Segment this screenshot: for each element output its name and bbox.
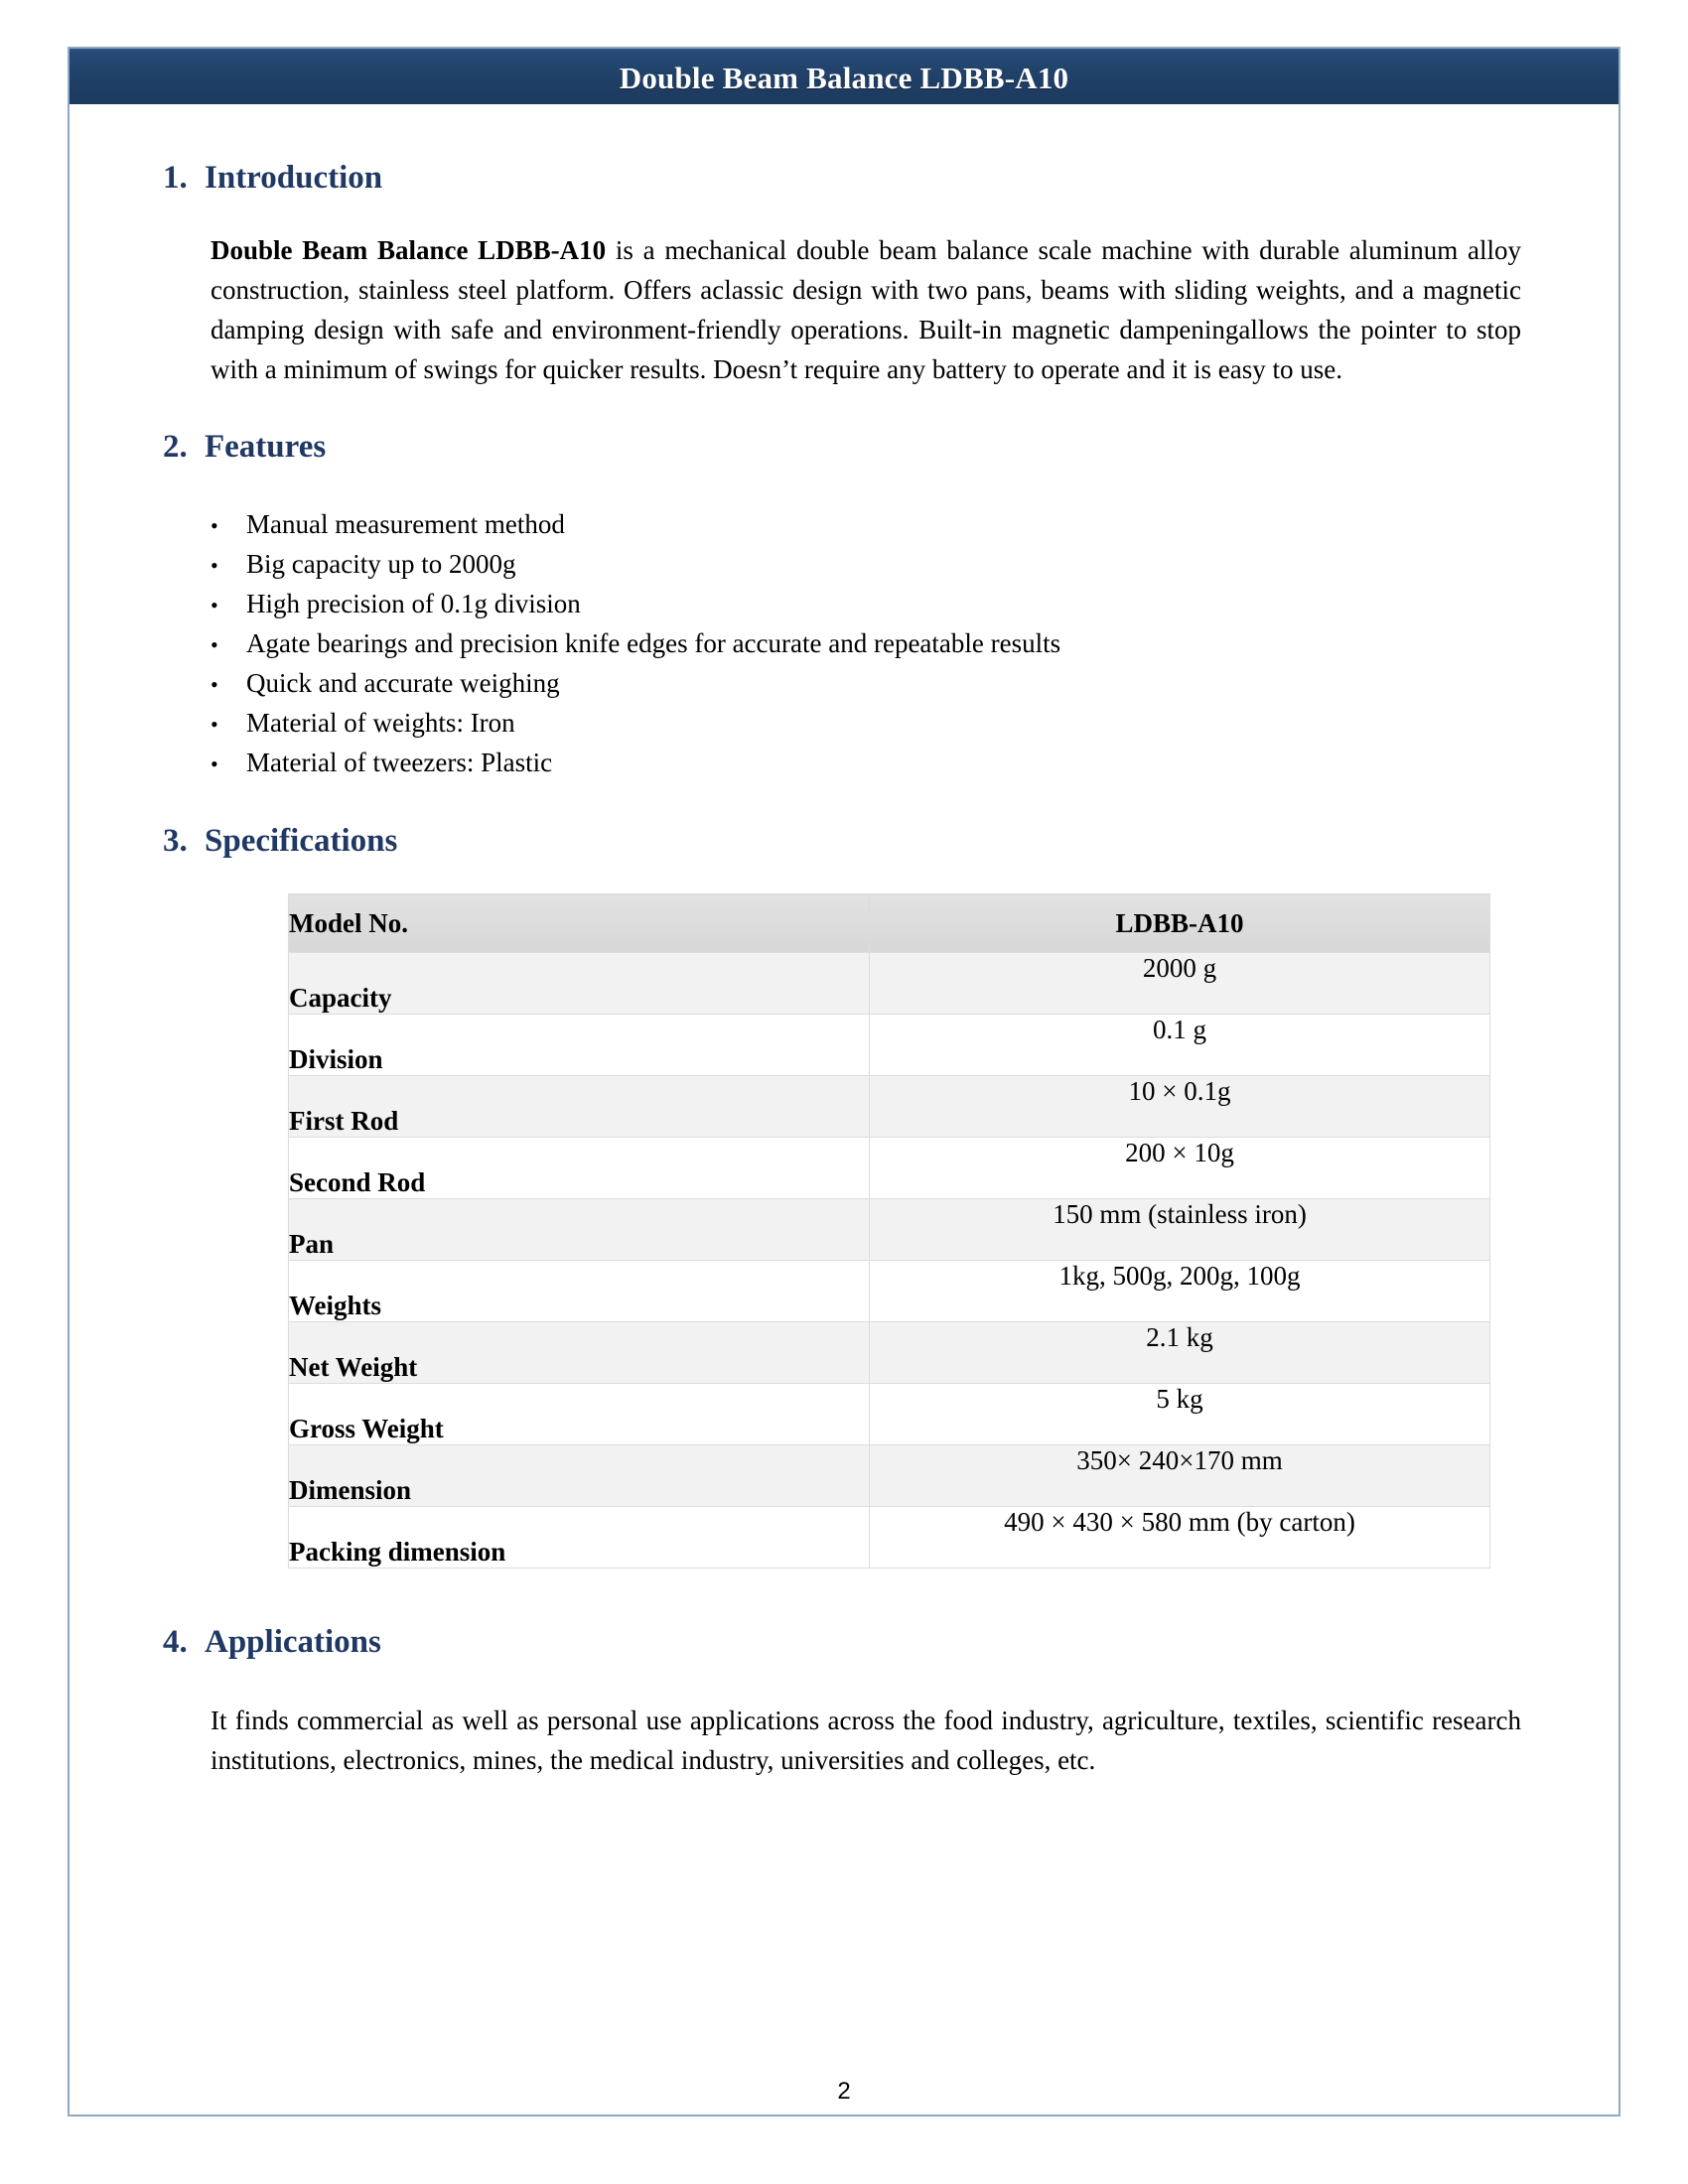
section-title: Specifications bbox=[205, 823, 398, 859]
bullet-icon: • bbox=[211, 632, 218, 657]
table-header-row bbox=[289, 894, 1490, 953]
applications-paragraph: It finds commercial as well as personal use applications across the food industry, agriculture, textiles, scientific research institutions, electronics, mines, the medical industry, universities and colleges, etc. bbox=[211, 1706, 1521, 1775]
table-row bbox=[289, 1076, 1490, 1138]
table-row bbox=[289, 1015, 1490, 1076]
introduction-paragraph bbox=[68, 230, 1620, 389]
table-row bbox=[289, 1138, 1490, 1199]
table-cell-label: Dimension bbox=[289, 1445, 870, 1507]
introduction-lead: Double Beam Balance LDBB-A10 bbox=[211, 235, 607, 265]
table-row bbox=[289, 1322, 1490, 1384]
table-cell-label: Capacity bbox=[289, 953, 870, 1015]
list-item-label: Quick and accurate weighing bbox=[246, 668, 560, 698]
specifications-table-wrapper bbox=[68, 893, 1620, 1569]
section-number: 1. bbox=[163, 160, 188, 196]
features-list bbox=[68, 505, 1620, 783]
list-item bbox=[211, 744, 1620, 783]
list-item-label: Material of tweezers: Plastic bbox=[246, 748, 553, 777]
table-cell-value: 200 × 10g bbox=[870, 1138, 1490, 1199]
bullet-icon: • bbox=[211, 672, 218, 697]
table-cell-value: 10 × 0.1g bbox=[870, 1076, 1490, 1138]
table-cell-value: 150 mm (stainless iron) bbox=[870, 1199, 1490, 1261]
table-cell-label: Division bbox=[289, 1015, 870, 1076]
table-row bbox=[289, 953, 1490, 1015]
table-cell-value: 2000 g bbox=[870, 953, 1490, 1015]
list-item-label: Agate bearings and precision knife edges for accurate and repeatable results bbox=[246, 628, 1061, 658]
table-row bbox=[289, 1445, 1490, 1507]
list-item-label: Material of weights: Iron bbox=[246, 708, 515, 738]
table-cell-value: 1kg, 500g, 200g, 100g bbox=[870, 1261, 1490, 1322]
table-cell-label: Pan bbox=[289, 1199, 870, 1261]
section-title: Features bbox=[205, 429, 327, 465]
table-row bbox=[289, 1261, 1490, 1322]
table-row bbox=[289, 1199, 1490, 1261]
document-title-banner bbox=[70, 49, 1618, 104]
bullet-icon: • bbox=[211, 593, 218, 617]
list-item bbox=[211, 704, 1620, 744]
section-number: 4. bbox=[163, 1624, 188, 1660]
table-cell-value: 0.1 g bbox=[870, 1015, 1490, 1076]
list-item bbox=[211, 624, 1620, 664]
table-header-value: LDBB-A10 bbox=[870, 894, 1490, 953]
section-heading-applications bbox=[68, 1624, 1620, 1661]
section-title: Applications bbox=[205, 1624, 381, 1660]
section-heading-features bbox=[68, 429, 1620, 466]
section-number: 2. bbox=[163, 429, 188, 465]
table-cell-label: Second Rod bbox=[289, 1138, 870, 1199]
list-item-label: Manual measurement method bbox=[246, 509, 565, 539]
table-cell-label: Net Weight bbox=[289, 1322, 870, 1384]
section-heading-specifications bbox=[68, 823, 1620, 860]
document-title: Double Beam Balance LDBB-A10 bbox=[619, 60, 1069, 95]
table-cell-value: 350× 240×170 mm bbox=[870, 1445, 1490, 1507]
list-item-label: High precision of 0.1g division bbox=[246, 589, 581, 618]
bullet-icon: • bbox=[211, 751, 218, 776]
table-cell-value: 490 × 430 × 580 mm (by carton) bbox=[870, 1507, 1490, 1569]
specifications-table bbox=[288, 893, 1490, 1569]
section-number: 3. bbox=[163, 823, 188, 859]
table-cell-label: Weights bbox=[289, 1261, 870, 1322]
table-cell-label: Gross Weight bbox=[289, 1384, 870, 1445]
list-item bbox=[211, 505, 1620, 545]
bullet-icon: • bbox=[211, 712, 218, 737]
bullet-icon: • bbox=[211, 513, 218, 538]
table-header-label: Model No. bbox=[289, 894, 870, 953]
section-title: Introduction bbox=[205, 160, 383, 196]
table-row bbox=[289, 1507, 1490, 1569]
list-item bbox=[211, 664, 1620, 704]
page-number: 2 bbox=[837, 2078, 851, 2105]
introduction-body: is a mechanical double beam balance scale machine with durable aluminum alloy construction, stainless steel platform. Offers aclassic design with two pans, beams with sliding weights, and a magnetic damping design with safe and environment-friendly operations. Built-in magnetic dampeningallows the pointer to stop with a minimum of swings for quicker results. Doesn’t require any battery to operate and it is easy to use. bbox=[211, 235, 1521, 384]
section-heading-introduction bbox=[68, 160, 1620, 197]
list-item bbox=[211, 545, 1620, 585]
table-row bbox=[289, 1384, 1490, 1445]
table-cell-value: 2.1 kg bbox=[870, 1322, 1490, 1384]
page-content bbox=[68, 132, 1620, 2105]
table-cell-label: Packing dimension bbox=[289, 1507, 870, 1569]
bullet-icon: • bbox=[211, 553, 218, 578]
list-item-label: Big capacity up to 2000g bbox=[246, 549, 516, 579]
table-cell-label: First Rod bbox=[289, 1076, 870, 1138]
list-item bbox=[211, 585, 1620, 624]
table-cell-value: 5 kg bbox=[870, 1384, 1490, 1445]
